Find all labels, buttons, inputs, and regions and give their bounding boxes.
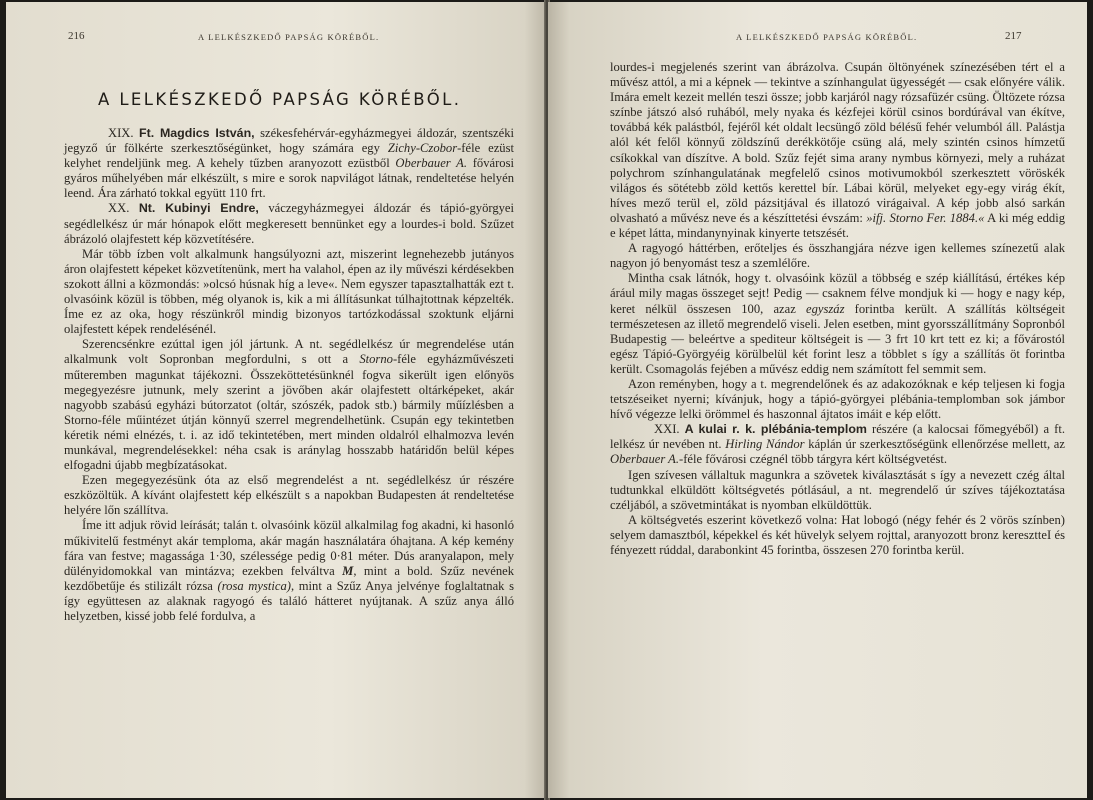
- paragraph: [64, 126, 514, 201]
- italic-text: Oberbauer A.: [395, 156, 468, 171]
- text-run: Íme itt adjuk rövid leírását; talán t. olvasóink közül alkalmilag fog akadni, ki hasonló műkivitelű festményt akár temploma, akár magán használatára óhajtana. A kép kemény fára van festve; magassága 1·30, szélessége pedig 0·81 méter. Dús aranyalapon, mely dülényidomokkal van mintázva; ezekben felváltva: [64, 518, 514, 578]
- paragraph: [610, 60, 1065, 241]
- chapter-title: A LELKÉSZKEDŐ PAPSÁG KÖRÉBŐL.: [98, 90, 462, 109]
- text-run: -féle fővárosi czégnél több tárgyra kért költségvetést.: [679, 452, 948, 467]
- text-run: , mint a Szűz Anya jelvénye foglaltatnak s így együttesen az alaknak ragyogó és találó hátteret nyújtanak. A szűz anya álló helyzetben, kissé jobb felé fordulva, a: [64, 578, 514, 623]
- section-number: XX.: [108, 201, 130, 216]
- text-run: Szerencsénkre ezúttal igen jól jártunk. A nt. segédlelkész úr megrendelése után alkalmunk volt Sopronban megfordulni, s ott a: [64, 337, 514, 367]
- text-run: lourdes-i megjelenés szerint van ábrázolva. Csupán öltönyének színezésében tért el a művész attól, a mi a képnek — tekintve a színhangulat ügyességét — csak előnyére válik. Imára emelt kezeit mellén teszi össze; jobb karjáról nagy rózsafüzér csüng. Öltözete rózsa színbe játszó alsó ruhából, mely nyaka és kézfejei körül csinos bordúrával van ékítve, továbbá kék palástból, fejéről két oldalt lecsüngő zöld bélésű fehér velumból áll. Palástja alól két felől könnyű zöldszínű derékkötője csüng alá, mely szintén csinos hímzetű csíkokkal van díszítve. A bold. Szűz fejét sima arany nymbus környezi, mely a ruházat polychrom színhangulatának megfelelő csinos motivumokból szerkesztett vöröskék világos és sötétebb zöld kettős kerettel bír. Lábai körül, melyeket egy-egy virág ékít, híves mező terül el, zöld pázsitjával és illatozó virágaival. A kép jobb alsó sarkán olvasható a művész neve és a készíttetési évszám:: [610, 60, 1065, 225]
- text-run: -féle egyházművészeti műteremben magunkat tájékozni. Összeköttetésünknél fogva sikerült igen előnyös megegyezésre jutnunk, mely szerint a jövőben akár olajfestett oltárképeket, akár nagyobb szabású egyházi bútorzatot (oltár, szószék, padok stb.) bármily műízlésben a Storno-féle műintézet útján könnyű szerrel megrendelhetünk. Csupán egy tekintetben kéretik némi elnézés, t. i. az idő tekintetében, mert minden oldalról elhalmozva levén munkával, megrendelésekkel: néha csak is aránylag hosszabb határidőn belül képes elfogadni újabb megbízatásokat.: [64, 352, 514, 473]
- running-head: A LELKÉSZKEDŐ PAPSÁG KÖRÉBŐL.: [198, 32, 380, 42]
- church-name: A kulai r. k. plébánia-templom: [684, 422, 867, 437]
- right-body-text: [610, 60, 1065, 558]
- page-number: 217: [1005, 30, 1022, 42]
- person-name: Nt. Kubinyi Endre,: [138, 201, 259, 216]
- paragraph: A költségvetés eszerint következő volna: Hat lobogó (négy fehér és 2 vörös színben) selyem damasztból, képekkel és két hüvelyk selyem rojttal, aranyozott bronz keresztteI és fényezett rúddal, darabonkint 45 forintba, összesen 270 forintba kerül.: [610, 512, 1065, 557]
- text-run: forintba került. A szállítás költségeit természetesen az illető megrendelő viseli. Jelen esetben, mint gyorsszállítmány Sopronból Budapestig — beleértve a spediteur költségeit is — 3 frt 10 krt tett ez ki; a fővárostól egész Tápió-Györgyéig körülbelül két forint lesz a többlet s így a szállítás öt forintba került. Csomagolás fejében a művész eddig nem számított fel semmit sem.: [610, 301, 1065, 376]
- person-name: Ft. Magdics István,: [139, 126, 255, 140]
- paragraph: [64, 337, 514, 473]
- section-number: XIX.: [108, 126, 134, 140]
- paragraph: [610, 271, 1065, 377]
- left-page: [6, 2, 546, 798]
- text-run: váczegyházmegyei áldozár és tápió-györgyei segédlelkész úr már hónapok előtt megkeresett bennünket egy a lourdes-i bold. Szűzet ábrázoló olajfestett kép közvetítésére.: [64, 201, 515, 246]
- text-run: káplán úr szerkesztőségünk ellenőrzése mellett, az: [804, 437, 1065, 452]
- text-run: székesfehérvár-egyházmegyei áldozár, szentszéki jegyző úr fölkérte szerkesztőségünket, hogy számára egy: [64, 126, 514, 156]
- italic-text: Hirling Nándor: [725, 437, 805, 452]
- text-run: A ki még eddig e képet látta, mindanynyinak kinyerte tetszését.: [610, 210, 1065, 241]
- running-head: A LELKÉSZKEDŐ PAPSÁG KÖRÉBŐL.: [736, 32, 918, 42]
- paragraph: Azon reményben, hogy a t. megrendelőnek és az adakozóknak e kép teljesen ki fogja tetszéseiket nyerni; kívánjuk, hogy a tápió-györgyei plébánia-templomban sok jámbor hívő végezze lelki örömmel és haszonnal ájtatos imáit e kép előtt.: [610, 376, 1065, 422]
- right-page: [548, 2, 1087, 798]
- paragraph: [64, 201, 514, 246]
- paragraph: [610, 422, 1065, 467]
- italic-text: egyszáz: [806, 301, 845, 316]
- italic-text: Zichy-Czobor: [387, 141, 458, 156]
- paragraph: [64, 518, 514, 624]
- italic-text: (rosa mystica): [217, 578, 291, 593]
- paragraph: Ezen megegyezésünk óta az első megrendelést a nt. segédlelkész úr részére eszközöltük. A kívánt olajfestett kép elkészült s a napokban Budapesten át rendeltetése helyére lőn szállítva.: [64, 473, 514, 518]
- paragraph: A ragyogó háttérben, erőteljes és összhangjára nézve igen kellemes színezetű alak nagyon jó benyomást tesz a szemlélőre.: [610, 241, 1065, 271]
- italic-text: Oberbauer A.: [610, 452, 680, 467]
- page-number: 216: [68, 30, 85, 42]
- text-run: , mint a bold. Szűz nevének kezdőbetűje és stilizált rózsa: [64, 563, 514, 593]
- italic-text: »ifj. Storno Fer. 1884.«: [866, 210, 985, 225]
- monogram-symbol: M: [342, 563, 354, 578]
- paragraph: Igen szívesen vállaltuk magunkra a szövetek kiválasztását s így a nevezett czég által tudtunkkal elküldött költségvetés pótlásául, a nt. megrendelő úr szíves tájékoztatása czéljából, a szövetmintákat is nyomban elküldöttük.: [610, 467, 1065, 512]
- section-number: XXI.: [654, 422, 680, 437]
- text-run: -féle ezüst kelyhet rendeljünk meg. A kehely tűzben aranyozott ezüstből: [64, 141, 514, 171]
- text-run: részére (a kalocsai főmegyéből) a ft. lelkész úr nevében nt.: [610, 422, 1065, 452]
- paragraph: Már több ízben volt alkalmunk hangsúlyozni azt, miszerint legnehezebb jutányos áron olajfestett képeket közvetítenünk, mert ha valahol, épen az ily művészi kérdésekben szokott állni a közmondás: »olcsó húsnak híg a leve«. Nem egyszer tapasztalhatták ezt t. olvasóink közül is többen, még olyanok is, kik a mi állításunkat túlhajtottnak képzelték. Íme ez az oka, hogy részünkről mindig bizonyos tartózkodással szoktunk eljárni olajfestett képek rendelésénél.: [64, 246, 514, 337]
- text-run: fővárosi gyáros műhelyében már elkészült, s mire e sorok napvilágot látnak, rendeltetése helyén leend. Ára zárható tokkal együtt 110 frt.: [64, 156, 514, 201]
- italic-text: Storno: [359, 352, 393, 367]
- text-run: Mintha csak látnók, hogy t. olvasóink közül a többség e szép kiállítású, értékes kép árául mily magas összeget sejt! Pedig — csaknem félve mondjuk ki — hogy e nagy kép, keret nélkül összesen 100, azaz: [610, 271, 1065, 316]
- left-body-text: [64, 126, 514, 624]
